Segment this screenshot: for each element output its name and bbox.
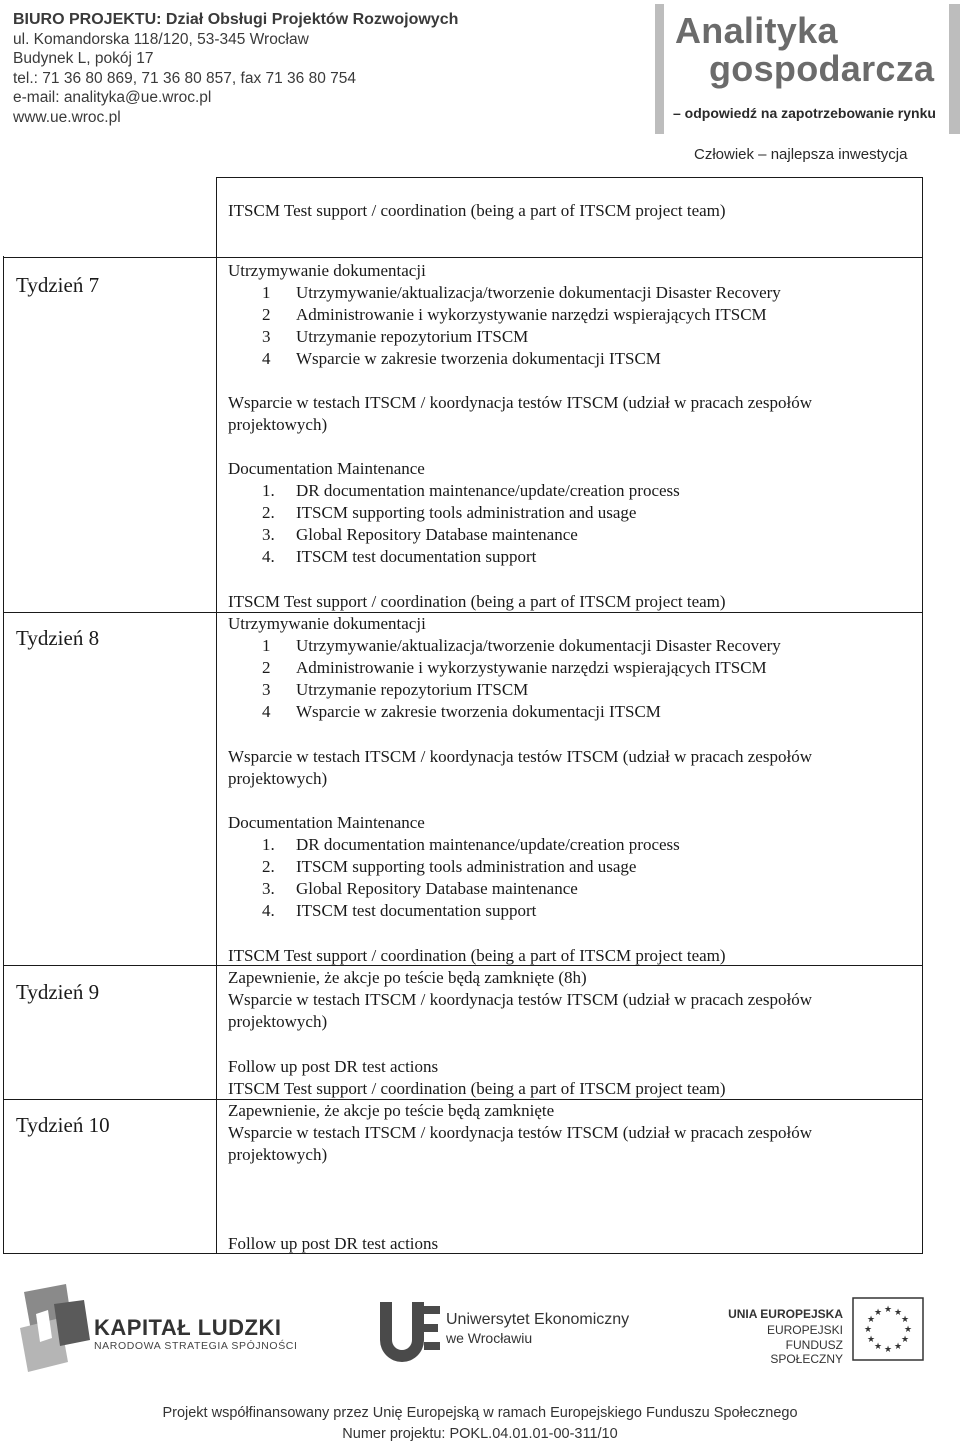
list-item: Utrzymywanie/aktualizacja/tworzenie dokumentacji Disaster Recovery [296,636,781,655]
list-item-number: 2 [262,305,271,324]
list-item-number: 4. [262,547,275,566]
kapital-ludzki-logo-icon [14,1284,90,1372]
svg-text:★: ★ [866,1335,876,1345]
svg-text:★: ★ [900,1315,910,1325]
list-item: Administrowanie i wykorzystywanie narzędzi wspierających ITSCM [296,658,767,677]
list-item: Global Repository Database maintenance [296,879,578,898]
list-item-number: 3. [262,525,275,544]
week-9-line-5: ITSCM Test support / coordination (being a part of ITSCM project team) [228,1079,726,1098]
table-border-top [217,177,923,178]
list-item-number: 1. [262,835,275,854]
eu-label-1: UNIA EUROPEJSKA [728,1307,843,1321]
list-item: Utrzymanie repozytorium ITSCM [296,327,529,346]
support-text-pl: Wsparcie w testach ITSCM / koordynacja testów ITSCM (udział w pracach zespołów [228,747,812,766]
banner-subtitle: – odpowiedź na zapotrzebowanie rynku [673,105,936,121]
org-name: BIURO PROJEKTU: Dział Obsługi Projektów Rozwojowych [13,11,459,28]
week-9-line-2: Wsparcie w testach ITSCM / koordynacja testów ITSCM (udział w pracach zespołów [228,990,812,1009]
ue-name: Uniwersytet Ekonomiczny [446,1311,630,1328]
banner-title-1: Analityka [675,10,838,51]
analityka-banner [655,0,960,136]
kapital-ludzki-subtitle: NARODOWA STRATEGIA SPÓJNOŚCI [94,1340,298,1352]
list-item: Wsparcie w zakresie tworzenia dokumentacji ITSCM [296,702,661,721]
ue-city: we Wrocławiu [446,1330,533,1346]
list-item-number: 4 [262,702,271,721]
week-7-en-title: Documentation Maintenance [228,459,425,478]
list-item: ITSCM supporting tools administration and usage [296,503,637,522]
list-item-number: 1 [262,636,271,655]
svg-text:★: ★ [873,1342,883,1352]
eu-label-2: EUROPEJSKI [766,1323,843,1337]
banner-left-bar [655,4,664,134]
svg-text:★: ★ [863,1325,873,1335]
eu-flag-icon [852,1297,924,1361]
week-10-label: Tydzień 10 [16,1113,110,1137]
week-7-pl-title: Utrzymywanie dokumentacji [228,261,426,280]
list-item-number: 4 [262,349,271,368]
row-divider [3,612,923,613]
contact-block [13,10,458,128]
week-9-line-3: projektowych) [228,1012,328,1031]
svg-text:★: ★ [900,1335,910,1345]
list-item: ITSCM test documentation support [296,901,537,920]
svg-text:★: ★ [883,1305,893,1315]
eu-label-3: FUNDUSZ SPOŁECZNY [770,1338,843,1366]
list-item: Global Repository Database maintenance [296,525,578,544]
list-item: Utrzymywanie/aktualizacja/tworzenie dokumentacji Disaster Recovery [296,283,781,302]
week-10-line-3: projektowych) [228,1145,328,1164]
table-border-left [3,256,4,1254]
svg-text:★: ★ [903,1325,913,1335]
banner-title-2: gospodarcza [709,48,935,89]
list-item: DR documentation maintenance/update/creation process [296,835,680,854]
address-line-1: ul. Komandorska 118/120, 53-345 Wrocław [13,30,309,48]
row-divider [3,1099,923,1100]
week-9-line-4: Follow up post DR test actions [228,1057,439,1076]
top-row-text: ITSCM Test support / coordination (being a part of ITSCM project team) [228,201,726,220]
list-item: Wsparcie w zakresie tworzenia dokumentacji ITSCM [296,349,661,368]
week-9-line-1: Zapewnienie, że akcje po teście będą zamknięte (8h) [228,968,587,987]
list-item-number: 1 [262,283,271,302]
table-border-right [922,177,923,1254]
week-8-label: Tydzień 8 [16,626,100,650]
phone-line: tel.: 71 36 80 869, 71 36 80 857, fax 71 36 80 754 [13,69,357,87]
project-number: Numer projektu: POKL.04.01.01-00-311/10 [342,1426,618,1442]
list-item: ITSCM supporting tools administration and usage [296,857,637,876]
week-10-line-1: Zapewnienie, że akcje po teście będą zamknięte [228,1101,555,1120]
address-line-2: Budynek L, pokój 17 [13,50,154,68]
list-item-number: 3 [262,680,271,699]
table-border-bottom [3,1253,923,1254]
list-item-number: 2. [262,503,275,522]
project-cofinancing-note: Projekt współfinansowany przez Unię Europejską w ramach Europejskiego Funduszu Społecznego [162,1405,798,1421]
week-8-en-title: Documentation Maintenance [228,813,425,832]
svg-text:★: ★ [873,1308,883,1318]
week-9-label: Tydzień 9 [16,980,100,1004]
table-column-divider [216,177,217,1254]
kapital-ludzki-title: KAPITAŁ LUDZKI [94,1315,282,1340]
list-item: ITSCM test documentation support [296,547,537,566]
list-item: DR documentation maintenance/update/creation process [296,481,680,500]
list-item-number: 4. [262,901,275,920]
list-item-number: 2. [262,857,275,876]
list-item-number: 2 [262,658,271,677]
list-item-number: 3. [262,879,275,898]
list-item-number: 3 [262,327,271,346]
week-10-line-4: Follow up post DR test actions [228,1234,439,1253]
support-text-pl-cont: projektowych) [228,415,328,434]
row-divider [3,257,923,258]
support-text-pl: Wsparcie w testach ITSCM / koordynacja testów ITSCM (udział w pracach zespołów [228,393,812,412]
website-line: www.ue.wroc.pl [13,108,121,126]
list-item-number: 1. [262,481,275,500]
list-item: Administrowanie i wykorzystywanie narzędzi wspierających ITSCM [296,305,767,324]
week-8-pl-title: Utrzymywanie dokumentacji [228,614,426,633]
list-item: Utrzymanie repozytorium ITSCM [296,680,529,699]
svg-text:★: ★ [883,1345,893,1355]
support-text-pl-cont: projektowych) [228,769,328,788]
schedule-table [3,177,923,1254]
week-7-label: Tydzień 7 [16,273,100,297]
svg-text:★: ★ [893,1342,903,1352]
banner-right-bar [949,4,960,134]
tagline: Człowiek – najlepsza inwestycja [694,146,908,163]
svg-text:★: ★ [866,1315,876,1325]
svg-text:★: ★ [893,1308,903,1318]
week-10-line-2: Wsparcie w testach ITSCM / koordynacja testów ITSCM (udział w pracach zespołów [228,1123,812,1142]
support-text-en: ITSCM Test support / coordination (being a part of ITSCM project team) [228,592,726,611]
email-line: e-mail: analityka@ue.wroc.pl [13,89,212,107]
ue-logo-icon [380,1302,440,1364]
support-text-en: ITSCM Test support / coordination (being a part of ITSCM project team) [228,946,726,965]
